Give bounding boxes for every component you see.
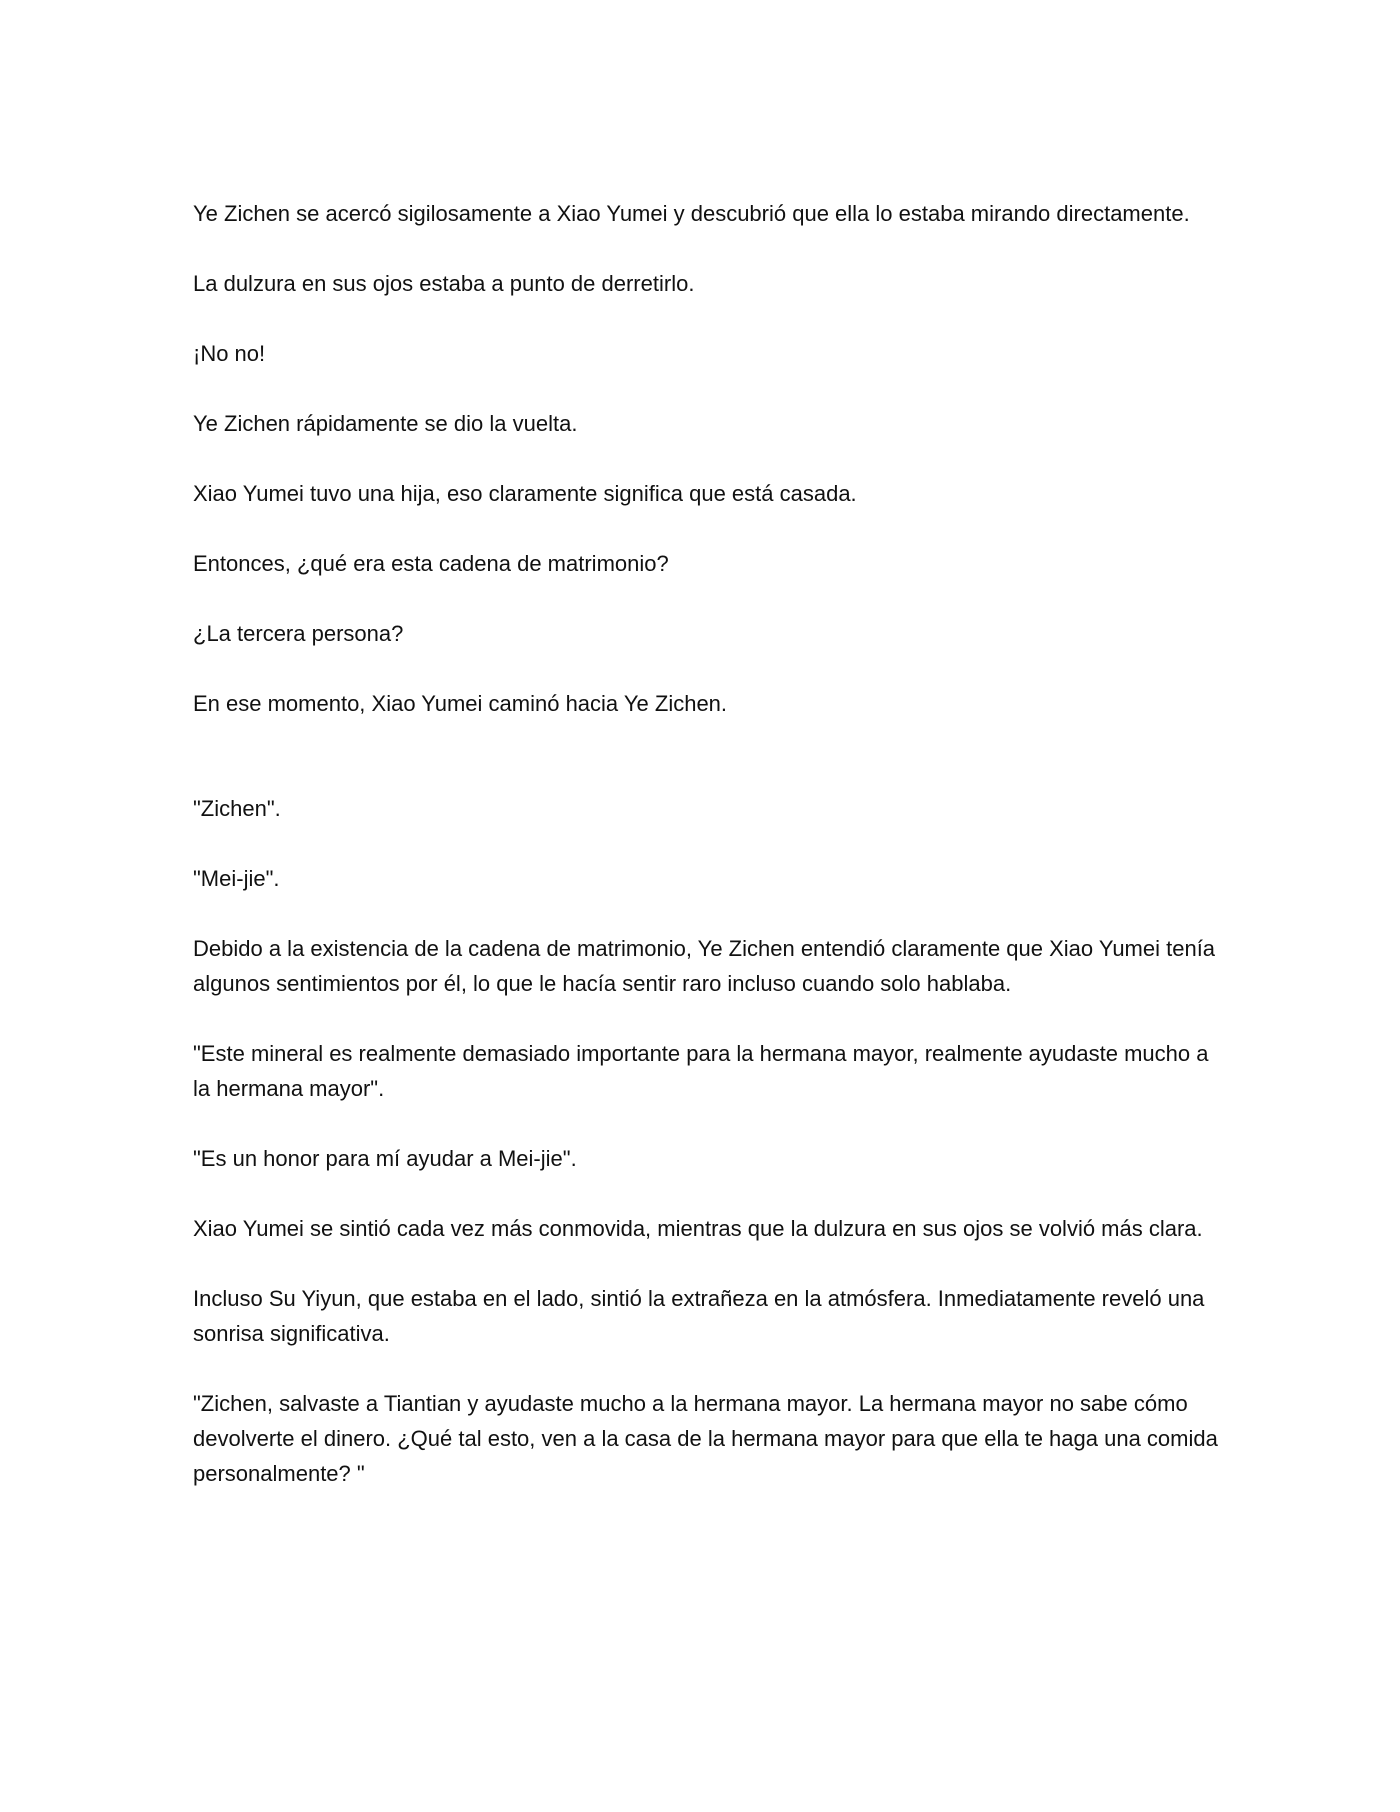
paragraph-3: ¡No no! — [193, 341, 266, 366]
paragraph-5: Xiao Yumei tuvo una hija, eso claramente significa que está casada. — [193, 481, 857, 506]
paragraph-15: Incluso Su Yiyun, que estaba en el lado, sintió la extrañeza en la atmósfera. Inmediatamente reveló una sonrisa significativa. — [193, 1286, 1205, 1346]
paragraph-16: "Zichen, salvaste a Tiantian y ayudaste mucho a la hermana mayor. La hermana mayor no sabe cómo devolverte el dinero. ¿Qué tal esto, ven a la casa de la hermana mayor para que ella te haga una comida personalmente? " — [193, 1391, 1218, 1486]
paragraph-10: "Mei-jie". — [193, 866, 280, 891]
paragraph-1: Ye Zichen se acercó sigilosamente a Xiao Yumei y descubrió que ella lo estaba mirando directamente. — [193, 201, 1190, 226]
paragraph-12: "Este mineral es realmente demasiado importante para la hermana mayor, realmente ayudaste mucho a la hermana mayor". — [193, 1041, 1209, 1101]
paragraph-7: ¿La tercera persona? — [193, 621, 404, 646]
paragraph-6: Entonces, ¿qué era esta cadena de matrimonio? — [193, 551, 669, 576]
paragraph-9: "Zichen". — [193, 796, 281, 821]
document-body — [193, 196, 1223, 1526]
paragraph-11: Debido a la existencia de la cadena de matrimonio, Ye Zichen entendió claramente que Xiao Yumei tenía algunos sentimientos por él, lo que le hacía sentir raro incluso cuando solo hablaba. — [193, 936, 1216, 996]
paragraph-4: Ye Zichen rápidamente se dio la vuelta. — [193, 411, 578, 436]
paragraph-13: "Es un honor para mí ayudar a Mei-jie". — [193, 1146, 577, 1171]
paragraph-14: Xiao Yumei se sintió cada vez más conmovida, mientras que la dulzura en sus ojos se volvió más clara. — [193, 1216, 1203, 1241]
paragraph-2: La dulzura en sus ojos estaba a punto de derretirlo. — [193, 271, 695, 296]
paragraph-8: En ese momento, Xiao Yumei caminó hacia Ye Zichen. — [193, 691, 728, 716]
